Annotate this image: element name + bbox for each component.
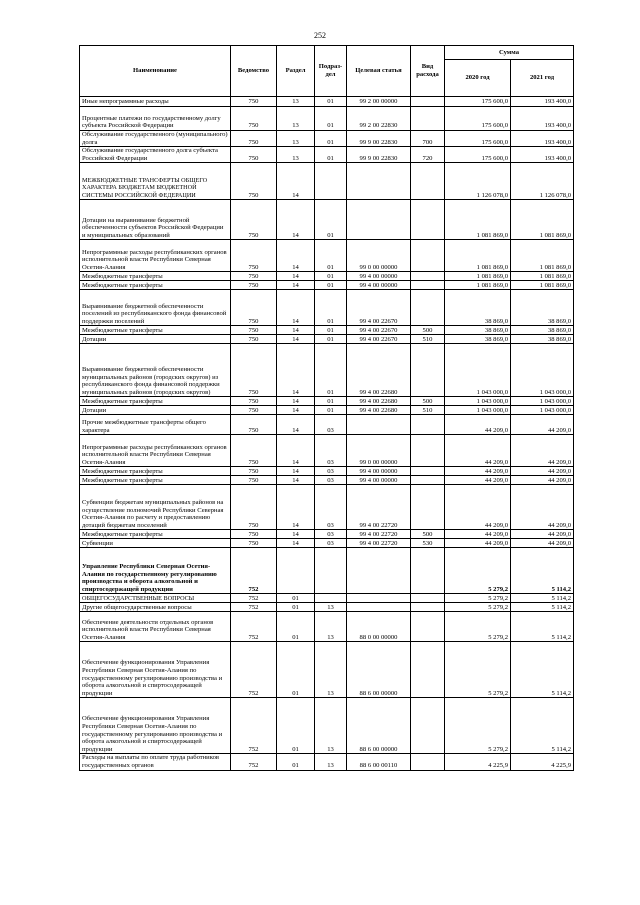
cell-dept: 750 <box>231 163 277 200</box>
cell-2020: 5 279,2 <box>445 603 511 612</box>
cell-name: Межбюджетные трансферты <box>80 476 231 485</box>
cell-subsection: 13 <box>315 754 347 770</box>
cell-2020: 1 043 000,0 <box>445 344 511 397</box>
cell-target: 99 4 00 00000 <box>347 281 411 290</box>
cell-dept: 750 <box>231 539 277 548</box>
cell-2021: 44 209,0 <box>511 435 574 467</box>
cell-dept: 750 <box>231 476 277 485</box>
cell-subsection <box>315 594 347 603</box>
table-row <box>80 548 574 594</box>
cell-exp-type <box>411 594 445 603</box>
cell-dept: 750 <box>231 131 277 147</box>
cell-2021: 44 209,0 <box>511 476 574 485</box>
cell-target: 99 4 00 22720 <box>347 539 411 548</box>
cell-dept: 752 <box>231 603 277 612</box>
cell-2020: 175 600,0 <box>445 107 511 131</box>
cell-target: 99 0 00 00000 <box>347 435 411 467</box>
cell-2021: 5 114,2 <box>511 612 574 642</box>
cell-2021: 1 081 869,0 <box>511 272 574 281</box>
cell-target <box>347 548 411 594</box>
cell-2020: 44 209,0 <box>445 435 511 467</box>
cell-2021: 4 225,9 <box>511 754 574 770</box>
cell-name: Обеспечение функционирования Управления Республики Северная Осетия-Алания по государственному регулированию производства и оборота алкогольной и спиртосодержащей продукции <box>80 698 231 754</box>
header-target: Целевая статья <box>347 46 411 97</box>
cell-target: 99 4 00 22670 <box>347 335 411 344</box>
cell-exp-type <box>411 107 445 131</box>
table-row <box>80 435 574 467</box>
cell-section: 14 <box>277 539 315 548</box>
cell-2021: 193 400,0 <box>511 131 574 147</box>
table-row <box>80 147 574 163</box>
cell-2021: 5 114,2 <box>511 642 574 698</box>
table-row <box>80 290 574 326</box>
cell-exp-type <box>411 698 445 754</box>
table-row <box>80 107 574 131</box>
cell-target: 99 4 00 22720 <box>347 530 411 539</box>
cell-2021: 38 869,0 <box>511 335 574 344</box>
budget-table <box>79 45 574 771</box>
cell-exp-type: 500 <box>411 326 445 335</box>
cell-subsection: 01 <box>315 107 347 131</box>
cell-2020: 5 279,2 <box>445 548 511 594</box>
table-row <box>80 344 574 397</box>
cell-exp-type <box>411 467 445 476</box>
cell-name: Дотации <box>80 335 231 344</box>
cell-dept: 750 <box>231 107 277 131</box>
cell-section: 01 <box>277 642 315 698</box>
cell-name: Дотации на выравнивание бюджетной обеспеченности субъектов Российской Федерации и муниципальных образований <box>80 200 231 240</box>
cell-exp-type <box>411 603 445 612</box>
cell-2020: 1 043 000,0 <box>445 397 511 406</box>
table-row <box>80 406 574 415</box>
cell-exp-type: 500 <box>411 397 445 406</box>
cell-exp-type <box>411 281 445 290</box>
cell-name: Межбюджетные трансферты <box>80 530 231 539</box>
header-name: Наименование <box>80 46 231 97</box>
cell-2021: 38 869,0 <box>511 326 574 335</box>
cell-2021: 38 869,0 <box>511 290 574 326</box>
cell-2020: 1 081 869,0 <box>445 281 511 290</box>
header-section: Раздел <box>277 46 315 97</box>
table-row <box>80 530 574 539</box>
cell-target <box>347 200 411 240</box>
cell-name: Дотации <box>80 406 231 415</box>
cell-subsection: 13 <box>315 612 347 642</box>
cell-name: Непрограммные расходы республиканских органов исполнительной власти Республики Северная Осетия-Алания <box>80 435 231 467</box>
cell-dept: 750 <box>231 435 277 467</box>
cell-2021: 193 400,0 <box>511 147 574 163</box>
cell-2021: 44 209,0 <box>511 467 574 476</box>
cell-subsection: 01 <box>315 335 347 344</box>
cell-section: 14 <box>277 290 315 326</box>
cell-exp-type <box>411 240 445 272</box>
cell-dept: 750 <box>231 530 277 539</box>
cell-exp-type <box>411 200 445 240</box>
cell-2021: 1 043 000,0 <box>511 397 574 406</box>
table-row <box>80 272 574 281</box>
cell-name: Субвенции бюджетам муниципальных районов на осуществление полномочий Республики Северная Осетия-Алания по расчету и предоставлению дотаций бюджетам поселений <box>80 485 231 530</box>
cell-dept: 750 <box>231 485 277 530</box>
cell-2020: 175 600,0 <box>445 131 511 147</box>
cell-target: 99 4 00 22720 <box>347 485 411 530</box>
cell-section: 14 <box>277 485 315 530</box>
cell-2021: 44 209,0 <box>511 415 574 435</box>
cell-subsection: 03 <box>315 435 347 467</box>
cell-target: 99 4 00 22680 <box>347 397 411 406</box>
cell-exp-type <box>411 344 445 397</box>
cell-target: 99 4 00 22670 <box>347 290 411 326</box>
cell-target: 88 6 00 00000 <box>347 698 411 754</box>
cell-2021: 1 081 869,0 <box>511 200 574 240</box>
cell-subsection: 01 <box>315 344 347 397</box>
table-row <box>80 467 574 476</box>
header-sum: Сумма <box>445 46 574 60</box>
cell-dept: 752 <box>231 612 277 642</box>
cell-exp-type <box>411 642 445 698</box>
cell-subsection <box>315 163 347 200</box>
cell-subsection <box>315 548 347 594</box>
cell-2020: 38 869,0 <box>445 335 511 344</box>
cell-name: Непрограммные расходы республиканских органов исполнительной власти Республики Северная Осетия-Алания <box>80 240 231 272</box>
cell-dept: 752 <box>231 548 277 594</box>
cell-exp-type <box>411 754 445 770</box>
cell-section: 14 <box>277 397 315 406</box>
cell-target: 99 9 00 22830 <box>347 147 411 163</box>
table-row <box>80 476 574 485</box>
cell-2021: 44 209,0 <box>511 539 574 548</box>
cell-exp-type: 500 <box>411 530 445 539</box>
table-row <box>80 594 574 603</box>
cell-target: 99 4 00 22680 <box>347 406 411 415</box>
cell-name: Процентные платежи по государственному долгу субъекта Российской Федерации <box>80 107 231 131</box>
cell-target: 88 6 00 00000 <box>347 642 411 698</box>
cell-exp-type <box>411 548 445 594</box>
cell-section: 14 <box>277 344 315 397</box>
cell-dept: 750 <box>231 290 277 326</box>
cell-target: 99 4 00 00000 <box>347 467 411 476</box>
cell-2021: 5 114,2 <box>511 603 574 612</box>
table-row <box>80 603 574 612</box>
cell-2020: 44 209,0 <box>445 476 511 485</box>
cell-target: 99 4 00 22680 <box>347 344 411 397</box>
cell-target: 99 2 00 22830 <box>347 107 411 131</box>
cell-subsection: 01 <box>315 200 347 240</box>
cell-name: Обслуживание государственного долга субъекта Российской Федерации <box>80 147 231 163</box>
cell-section: 14 <box>277 435 315 467</box>
header-dept: Ведомство <box>231 46 277 97</box>
cell-target: 88 6 00 00110 <box>347 754 411 770</box>
cell-subsection: 03 <box>315 415 347 435</box>
cell-dept: 750 <box>231 200 277 240</box>
table-row <box>80 240 574 272</box>
cell-dept: 750 <box>231 335 277 344</box>
table-row <box>80 612 574 642</box>
table-row <box>80 97 574 107</box>
cell-section: 01 <box>277 603 315 612</box>
cell-target <box>347 603 411 612</box>
cell-2020: 175 600,0 <box>445 97 511 107</box>
table-row <box>80 754 574 770</box>
cell-target: 99 0 00 00000 <box>347 240 411 272</box>
table-row <box>80 200 574 240</box>
cell-section: 01 <box>277 612 315 642</box>
page-number: 252 <box>314 31 326 40</box>
cell-exp-type <box>411 272 445 281</box>
cell-section: 14 <box>277 240 315 272</box>
cell-name: МЕЖБЮДЖЕТНЫЕ ТРАНСФЕРТЫ ОБЩЕГО ХАРАКТЕРА БЮДЖЕТАМ БЮДЖЕТНОЙ СИСТЕМЫ РОССИЙСКОЙ ФЕДЕРАЦИИ <box>80 163 231 200</box>
cell-2021: 193 400,0 <box>511 107 574 131</box>
table-row <box>80 163 574 200</box>
cell-exp-type <box>411 97 445 107</box>
cell-dept: 752 <box>231 642 277 698</box>
cell-target: 99 9 00 22830 <box>347 131 411 147</box>
cell-subsection: 03 <box>315 530 347 539</box>
cell-2020: 1 081 869,0 <box>445 240 511 272</box>
cell-subsection: 01 <box>315 272 347 281</box>
cell-dept: 750 <box>231 467 277 476</box>
cell-target: 99 2 00 00000 <box>347 97 411 107</box>
cell-dept: 750 <box>231 240 277 272</box>
cell-subsection: 01 <box>315 240 347 272</box>
cell-name: Обслуживание государственного (муниципального) долга <box>80 131 231 147</box>
cell-exp-type <box>411 485 445 530</box>
cell-target <box>347 415 411 435</box>
cell-section: 13 <box>277 97 315 107</box>
cell-dept: 750 <box>231 406 277 415</box>
cell-section: 14 <box>277 476 315 485</box>
table-row <box>80 485 574 530</box>
cell-target <box>347 163 411 200</box>
cell-dept: 750 <box>231 344 277 397</box>
cell-section: 13 <box>277 131 315 147</box>
cell-2020: 5 279,2 <box>445 612 511 642</box>
cell-name: Иные непрограммные расходы <box>80 97 231 107</box>
header-exp-type: Вид расхода <box>411 46 445 97</box>
cell-section: 14 <box>277 163 315 200</box>
cell-exp-type <box>411 290 445 326</box>
cell-name: Межбюджетные трансферты <box>80 272 231 281</box>
cell-2020: 5 279,2 <box>445 642 511 698</box>
cell-subsection: 13 <box>315 642 347 698</box>
cell-2020: 5 279,2 <box>445 698 511 754</box>
cell-name: Другие общегосударственные вопросы <box>80 603 231 612</box>
cell-subsection: 01 <box>315 290 347 326</box>
cell-subsection: 01 <box>315 147 347 163</box>
table-row <box>80 397 574 406</box>
cell-subsection: 01 <box>315 326 347 335</box>
cell-section: 14 <box>277 326 315 335</box>
cell-2020: 5 279,2 <box>445 594 511 603</box>
cell-exp-type <box>411 612 445 642</box>
cell-section: 13 <box>277 107 315 131</box>
cell-dept: 750 <box>231 147 277 163</box>
cell-dept: 750 <box>231 415 277 435</box>
cell-subsection: 01 <box>315 406 347 415</box>
cell-section: 14 <box>277 200 315 240</box>
cell-2021: 5 114,2 <box>511 594 574 603</box>
table-row <box>80 539 574 548</box>
cell-subsection: 03 <box>315 485 347 530</box>
header-subsection: Подраз-дел <box>315 46 347 97</box>
cell-2021: 193 400,0 <box>511 97 574 107</box>
cell-exp-type: 700 <box>411 131 445 147</box>
cell-name: Межбюджетные трансферты <box>80 281 231 290</box>
budget-body <box>80 97 574 771</box>
cell-2020: 1 081 869,0 <box>445 272 511 281</box>
cell-exp-type <box>411 476 445 485</box>
cell-2021: 44 209,0 <box>511 530 574 539</box>
cell-2021: 1 043 000,0 <box>511 344 574 397</box>
cell-exp-type <box>411 435 445 467</box>
cell-name: ОБЩЕГОСУДАРСТВЕННЫЕ ВОПРОСЫ <box>80 594 231 603</box>
cell-dept: 752 <box>231 754 277 770</box>
cell-section: 14 <box>277 406 315 415</box>
table-row <box>80 642 574 698</box>
table-row <box>80 281 574 290</box>
table-row <box>80 131 574 147</box>
cell-subsection: 03 <box>315 476 347 485</box>
table-row <box>80 335 574 344</box>
cell-name: Управление Республики Северная Осетия-Алания по государственному регулированию производства и оборота алкогольной и спиртосодержащей продукции <box>80 548 231 594</box>
cell-dept: 750 <box>231 281 277 290</box>
cell-exp-type: 510 <box>411 406 445 415</box>
cell-subsection: 01 <box>315 131 347 147</box>
cell-2020: 38 869,0 <box>445 326 511 335</box>
cell-subsection: 01 <box>315 397 347 406</box>
cell-name: Обеспечение функционирования Управления Республики Северная Осетия-Алания по государственному регулированию производства и оборота алкогольной и спиртосодержащей продукции <box>80 642 231 698</box>
cell-2020: 44 209,0 <box>445 539 511 548</box>
table-row <box>80 698 574 754</box>
cell-section <box>277 548 315 594</box>
cell-name: Субвенции <box>80 539 231 548</box>
cell-name: Межбюджетные трансферты <box>80 467 231 476</box>
cell-name: Расходы на выплаты по оплате труда работников государственных органов <box>80 754 231 770</box>
cell-section: 01 <box>277 698 315 754</box>
cell-dept: 752 <box>231 698 277 754</box>
cell-2020: 38 869,0 <box>445 290 511 326</box>
cell-name: Межбюджетные трансферты <box>80 397 231 406</box>
cell-name: Межбюджетные трансферты <box>80 326 231 335</box>
cell-2020: 44 209,0 <box>445 485 511 530</box>
cell-subsection: 13 <box>315 603 347 612</box>
cell-2020: 1 043 000,0 <box>445 406 511 415</box>
header-year2: 2021 год <box>511 60 574 97</box>
cell-2021: 1 081 869,0 <box>511 281 574 290</box>
cell-section: 14 <box>277 415 315 435</box>
cell-section: 14 <box>277 530 315 539</box>
cell-dept: 750 <box>231 326 277 335</box>
cell-target: 88 0 00 00000 <box>347 612 411 642</box>
header-year1: 2020 год <box>445 60 511 97</box>
cell-exp-type: 510 <box>411 335 445 344</box>
cell-target: 99 4 00 00000 <box>347 272 411 281</box>
cell-dept: 750 <box>231 272 277 281</box>
cell-name: Обеспечение деятельности отдельных органов исполнительной власти Республики Северная Осетия-Алания <box>80 612 231 642</box>
table-row <box>80 415 574 435</box>
cell-target <box>347 594 411 603</box>
cell-subsection: 01 <box>315 97 347 107</box>
cell-section: 13 <box>277 147 315 163</box>
cell-name: Выравнивание бюджетной обеспеченности муниципальных районов (городских округов) из республиканского фонда финансовой поддержки муниципальных районов (городских округов) <box>80 344 231 397</box>
cell-subsection: 03 <box>315 467 347 476</box>
cell-exp-type: 530 <box>411 539 445 548</box>
cell-2021: 1 126 078,0 <box>511 163 574 200</box>
cell-2020: 44 209,0 <box>445 467 511 476</box>
cell-2020: 175 600,0 <box>445 147 511 163</box>
cell-section: 14 <box>277 335 315 344</box>
cell-2020: 44 209,0 <box>445 415 511 435</box>
table-row <box>80 326 574 335</box>
cell-subsection: 03 <box>315 539 347 548</box>
cell-name: Прочие межбюджетные трансферты общего характера <box>80 415 231 435</box>
cell-exp-type: 720 <box>411 147 445 163</box>
cell-dept: 752 <box>231 594 277 603</box>
cell-exp-type <box>411 163 445 200</box>
cell-name: Выравнивание бюджетной обеспеченности поселений из республиканского фонда финансовой поддержки поселений <box>80 290 231 326</box>
cell-section: 14 <box>277 467 315 476</box>
cell-2021: 1 081 869,0 <box>511 240 574 272</box>
cell-2020: 44 209,0 <box>445 530 511 539</box>
cell-dept: 750 <box>231 397 277 406</box>
cell-2020: 1 081 869,0 <box>445 200 511 240</box>
cell-2021: 5 114,2 <box>511 548 574 594</box>
cell-subsection: 01 <box>315 281 347 290</box>
cell-dept: 750 <box>231 97 277 107</box>
cell-target: 99 4 00 00000 <box>347 476 411 485</box>
cell-section: 14 <box>277 272 315 281</box>
cell-2021: 1 043 000,0 <box>511 406 574 415</box>
cell-exp-type <box>411 415 445 435</box>
cell-section: 01 <box>277 594 315 603</box>
cell-section: 14 <box>277 281 315 290</box>
cell-section: 01 <box>277 754 315 770</box>
cell-subsection: 13 <box>315 698 347 754</box>
cell-2021: 44 209,0 <box>511 485 574 530</box>
cell-2021: 5 114,2 <box>511 698 574 754</box>
cell-2020: 4 225,9 <box>445 754 511 770</box>
cell-target: 99 4 00 22670 <box>347 326 411 335</box>
cell-2020: 1 126 078,0 <box>445 163 511 200</box>
